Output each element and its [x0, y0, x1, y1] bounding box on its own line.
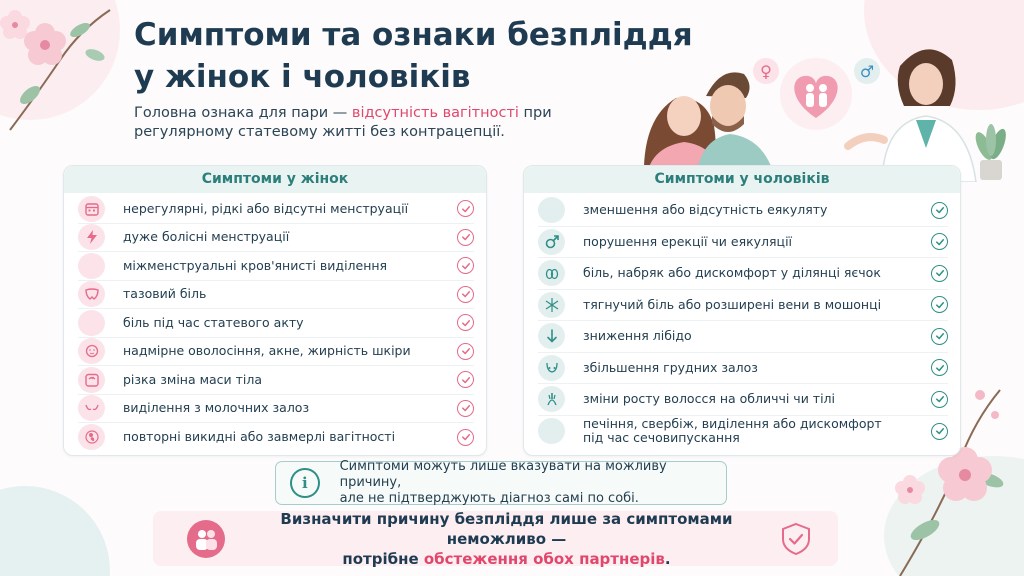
chest-icon — [538, 355, 565, 381]
symptom-row — [78, 195, 474, 224]
scale-icon — [78, 367, 105, 393]
checkmark-icon — [931, 202, 948, 219]
conclusion-banner — [153, 511, 838, 566]
conclusion-text-part: потрібне — [342, 549, 424, 568]
shield-check-icon — [780, 522, 812, 556]
checkmark-icon — [931, 391, 948, 408]
info-note-line: Симптоми можуть лише вказувати на можливу причину, — [339, 459, 667, 490]
conclusion-text — [247, 509, 766, 569]
checkmark-icon — [457, 314, 474, 331]
breast-drop-icon — [78, 395, 105, 421]
drop-icon — [538, 418, 565, 444]
arrow-down-icon — [538, 323, 565, 349]
subtitle-text: при регулярному статевому житті без контрацепції. — [134, 105, 552, 140]
face-icon — [78, 338, 105, 364]
symptom-label: зниження лібідо — [583, 328, 692, 344]
title-line-2: у жінок і чоловіків — [134, 59, 471, 95]
checkmark-icon — [931, 265, 948, 282]
symptom-label: порушення ерекції чи еякуляції — [583, 233, 793, 249]
info-note — [275, 461, 727, 505]
checkmark-icon — [931, 359, 948, 376]
drop-icon — [78, 253, 105, 279]
pelvis-icon — [78, 281, 105, 307]
symptom-row — [538, 353, 948, 385]
symptom-row — [78, 423, 474, 452]
conclusion-text-part: . — [664, 549, 671, 568]
women-symptoms-card — [63, 165, 487, 456]
title-line-1: Симптоми та ознаки безпліддя — [134, 17, 693, 53]
symptom-row — [78, 338, 474, 367]
checkmark-icon — [931, 328, 948, 345]
men-symptoms-heading: Симптоми у чоловіків — [524, 166, 960, 193]
symptom-row — [78, 252, 474, 281]
women-symptoms-list — [64, 193, 486, 452]
symptom-label: виділення з молочних залоз — [123, 400, 310, 416]
symptom-label: надмірне оволосіння, акне, жирність шкіри — [123, 343, 411, 359]
symptom-label: зменшення або відсутність еякуляту — [583, 202, 828, 218]
symptom-label: зміни росту волосся на обличчі чи тілі — [583, 391, 836, 407]
men-symptoms-list — [524, 193, 960, 447]
symptom-label: тягнучий біль або розширені вени в мошонці — [583, 296, 882, 312]
svg-text:♀: ♀ — [760, 62, 772, 81]
symptom-row — [538, 227, 948, 259]
hair-icon — [538, 386, 565, 412]
symptom-row — [538, 195, 948, 227]
checkmark-icon — [457, 343, 474, 360]
checkmark-icon — [931, 233, 948, 250]
checkmark-icon — [457, 200, 474, 217]
symptom-label: повторні викидні або завмерлі вагітності — [123, 429, 396, 445]
checkmark-icon — [457, 371, 474, 388]
symptom-row — [538, 384, 948, 416]
info-note-text — [340, 459, 726, 507]
checkmark-icon — [457, 400, 474, 417]
symptom-label: нерегулярні, рідкі або відсутні менструації — [123, 200, 409, 216]
symptom-label: печіння, свербіж, виділення або дискомфорт під час сечовипускання — [583, 416, 882, 446]
checkmark-icon — [457, 257, 474, 274]
drop-icon — [538, 197, 565, 223]
fetus-icon — [78, 424, 105, 450]
checkmark-icon — [931, 296, 948, 313]
info-note-line: але не підтверджують діагноз самі по собі. — [339, 491, 639, 506]
symptom-row — [538, 321, 948, 353]
symptom-label: тазовий біль — [123, 286, 207, 302]
symptom-row — [78, 281, 474, 310]
couple-and-doctor-illustration — [626, 36, 1024, 182]
subtitle-highlight: відсутність вагітності — [351, 105, 519, 121]
subtitle-text: Головна ознака для пари — — [134, 105, 352, 121]
checkmark-icon — [457, 429, 474, 446]
men-symptoms-card — [523, 165, 961, 456]
svg-text:♂: ♂ — [859, 62, 875, 81]
checkmark-icon — [457, 229, 474, 246]
conclusion-line-2 — [342, 550, 670, 568]
info-icon: i — [290, 468, 320, 498]
symptom-row — [78, 224, 474, 253]
lightning-icon — [78, 224, 105, 250]
page-title — [134, 14, 693, 98]
heart-icon — [78, 310, 105, 336]
calendar-icon — [78, 196, 105, 222]
symptom-label: біль під час статевого акту — [123, 314, 304, 330]
symptom-row — [78, 366, 474, 395]
women-symptoms-heading: Симптоми у жінок — [64, 166, 486, 193]
symptom-label: міжменструальні кров'янисті виділення — [123, 257, 388, 273]
flower-branch-illustration — [0, 0, 120, 135]
couple-icon — [187, 520, 225, 558]
symptom-row — [538, 416, 948, 448]
symptom-label: біль, набряк або дискомфорт у ділянці яєчок — [583, 265, 881, 281]
veins-icon — [538, 292, 565, 318]
page-subtitle — [134, 104, 574, 142]
symptom-label: збільшення грудних залоз — [583, 359, 758, 375]
background-blob — [0, 486, 110, 576]
checkmark-icon — [457, 286, 474, 303]
symptom-label: дуже болісні менструації — [123, 229, 290, 245]
symptom-row — [78, 395, 474, 424]
conclusion-highlight: обстеження обох партнерів — [423, 549, 665, 568]
symptom-label: різка зміна маси тіла — [123, 371, 263, 387]
conclusion-line-1: Визначити причину безпліддя лише за симптомами неможливо — — [280, 509, 733, 548]
symptom-row — [538, 258, 948, 290]
symptom-row — [538, 290, 948, 322]
testes-icon — [538, 260, 565, 286]
male-symbol-icon — [538, 229, 565, 255]
symptom-row — [78, 309, 474, 338]
checkmark-icon — [931, 423, 948, 440]
